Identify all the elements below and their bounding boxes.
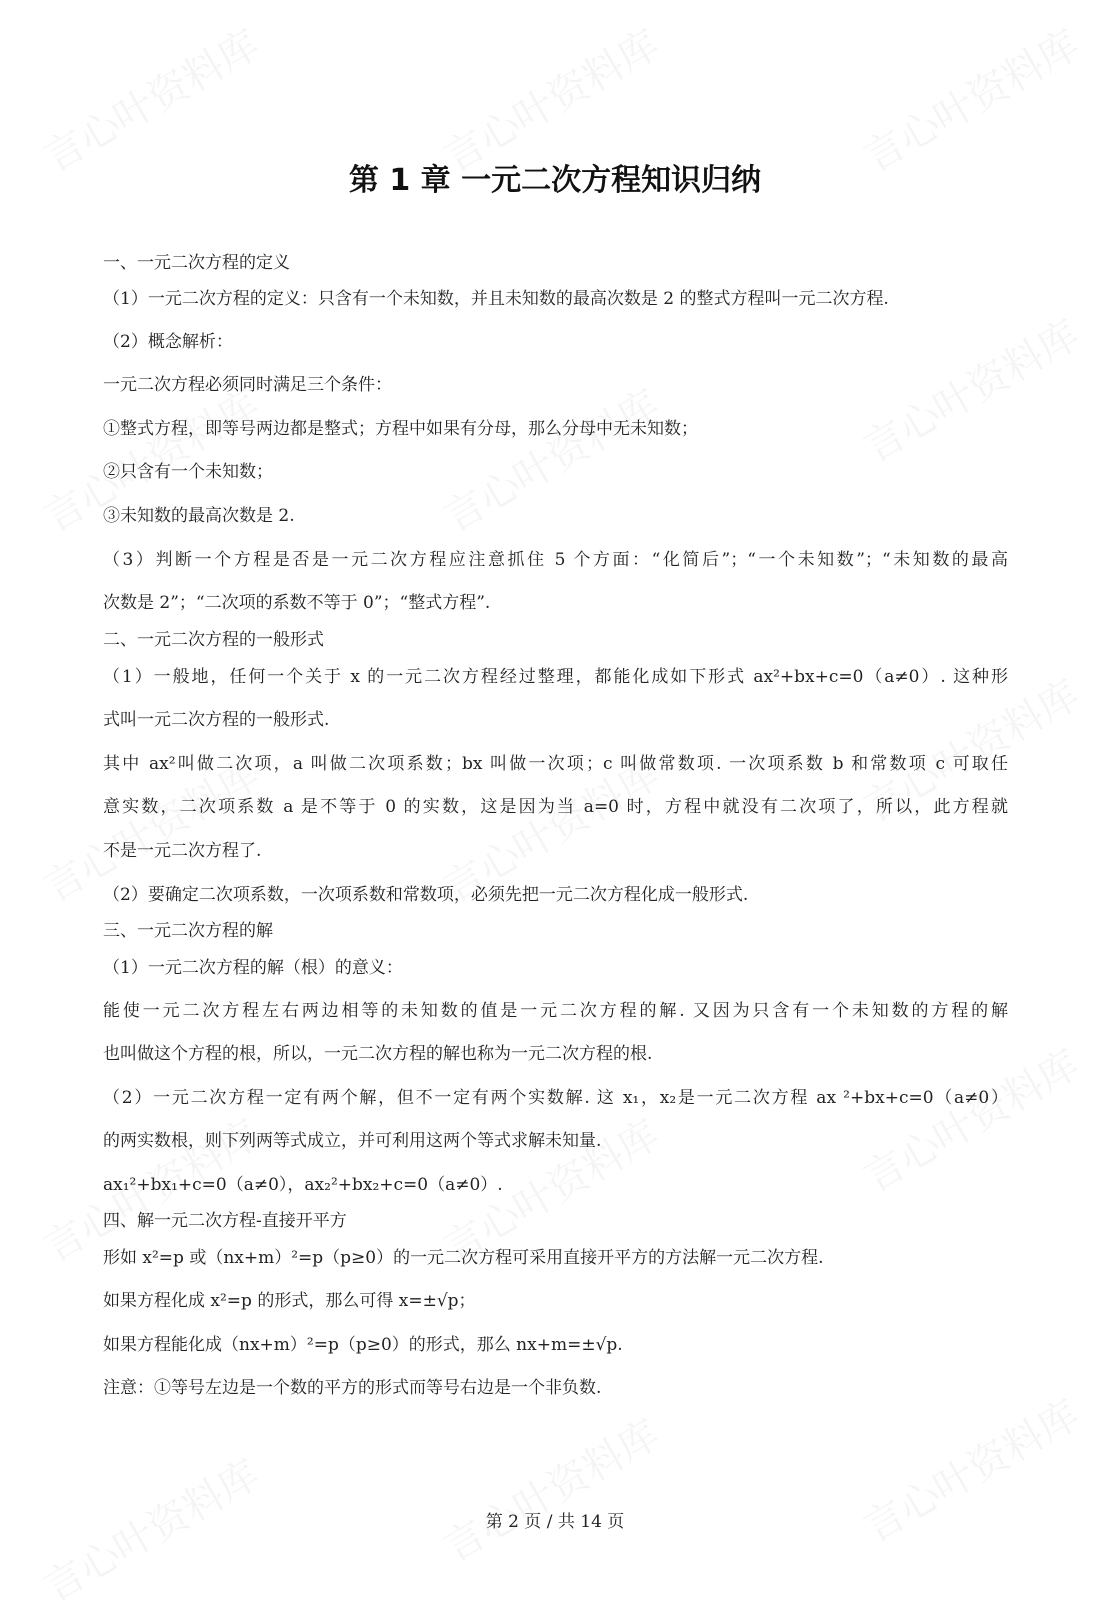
paragraph-line: 能使一元二次方程左右两边相等的未知数的值是一元二次方程的解. 又因为只含有一个未知数的方程的解 (103, 1001, 1008, 1021)
paragraph-line: ②只含有一个未知数； (103, 462, 273, 482)
paragraph-line: 一元二次方程必须同时满足三个条件： (103, 375, 392, 395)
section-heading: 二、一元二次方程的一般形式 (103, 630, 324, 650)
paragraph-line: ax₁²+bx₁+c=0（a≠0），ax₂²+bx₂+c=0（a≠0）. (103, 1175, 503, 1195)
paragraph-line: 形如 x²=p 或（nx+m）²=p（p≥0）的一元二次方程可采用直接开平方的方法解一元二次方程. (103, 1248, 824, 1268)
section-heading: 一、一元二次方程的定义 (103, 253, 290, 273)
paragraph-line: 不是一元二次方程了. (103, 841, 262, 861)
page-title: 第 1 章 一元二次方程知识归纳 (348, 163, 762, 198)
paragraph-line: ①整式方程，即等号两边都是整式；方程中如果有分母，那么分母中无未知数； (103, 419, 698, 439)
paragraph-line: 注意：①等号左边是一个数的平方的形式而等号右边是一个非负数. (103, 1378, 602, 1398)
paragraph-line: 次数是 2”；“二次项的系数不等于 0”；“整式方程”. (103, 593, 491, 613)
paragraph-line: 如果方程能化成（nx+m）²=p（p≥0）的形式，那么 nx+m=±√p. (103, 1335, 623, 1355)
paragraph-line: （1）一元二次方程的解（根）的意义： (103, 958, 403, 978)
page-footer: 第 2 页 / 共 14 页 (485, 1512, 625, 1532)
paragraph-line: （2）一元二次方程一定有两个解，但不一定有两个实数解. 这 x₁，x₂是一元二次方程 ax ²+bx+c=0（a≠0） (103, 1088, 1008, 1108)
paragraph-line: 也叫做这个方程的根，所以，一元二次方程的解也称为一元二次方程的根. (103, 1044, 653, 1064)
paragraph-line: ③未知数的最高次数是 2. (103, 506, 295, 526)
paragraph-line: （3）判断一个方程是否是一元二次方程应注意抓住 5 个方面：“化简后”；“一个未知数”；“未知数的最高 (103, 550, 1008, 570)
paragraph-line: 如果方程化成 x²=p 的形式，那么可得 x=±√p； (103, 1291, 476, 1311)
watermark-text (432, 1404, 668, 1573)
section-heading: 三、一元二次方程的解 (103, 921, 273, 941)
paragraph-line: （1）一元二次方程的定义：只含有一个未知数，并且未知数的最高次数是 2 的整式方程叫一元二次方程. (103, 289, 889, 309)
paragraph-line: 的两实数根，则下列两等式成立，并可利用这两个等式求解未知量. (103, 1131, 602, 1151)
paragraph-line: 式叫一元二次方程的一般形式. (103, 710, 330, 730)
paragraph-line: 意实数，二次项系数 a 是不等于 0 的实数，这是因为当 a=0 时，方程中就没有二次项了，所以，此方程就 (103, 797, 1008, 817)
paragraph-line: 其中 ax²叫做二次项，a 叫做二次项系数；bx 叫做一次项；c 叫做常数项. 一次项系数 b 和常数项 c 可取任 (103, 754, 1008, 774)
paragraph-line: （2）概念解析： (103, 332, 233, 352)
section-heading: 四、解一元二次方程-直接开平方 (103, 1211, 347, 1231)
paragraph-line: （2）要确定二次项系数，一次项系数和常数项，必须先把一元二次方程化成一般形式. (103, 885, 749, 905)
paragraph-line: （1）一般地，任何一个关于 x 的一元二次方程经过整理，都能化成如下形式 ax²+bx+c=0（a≠0）. 这种形 (103, 667, 1008, 687)
